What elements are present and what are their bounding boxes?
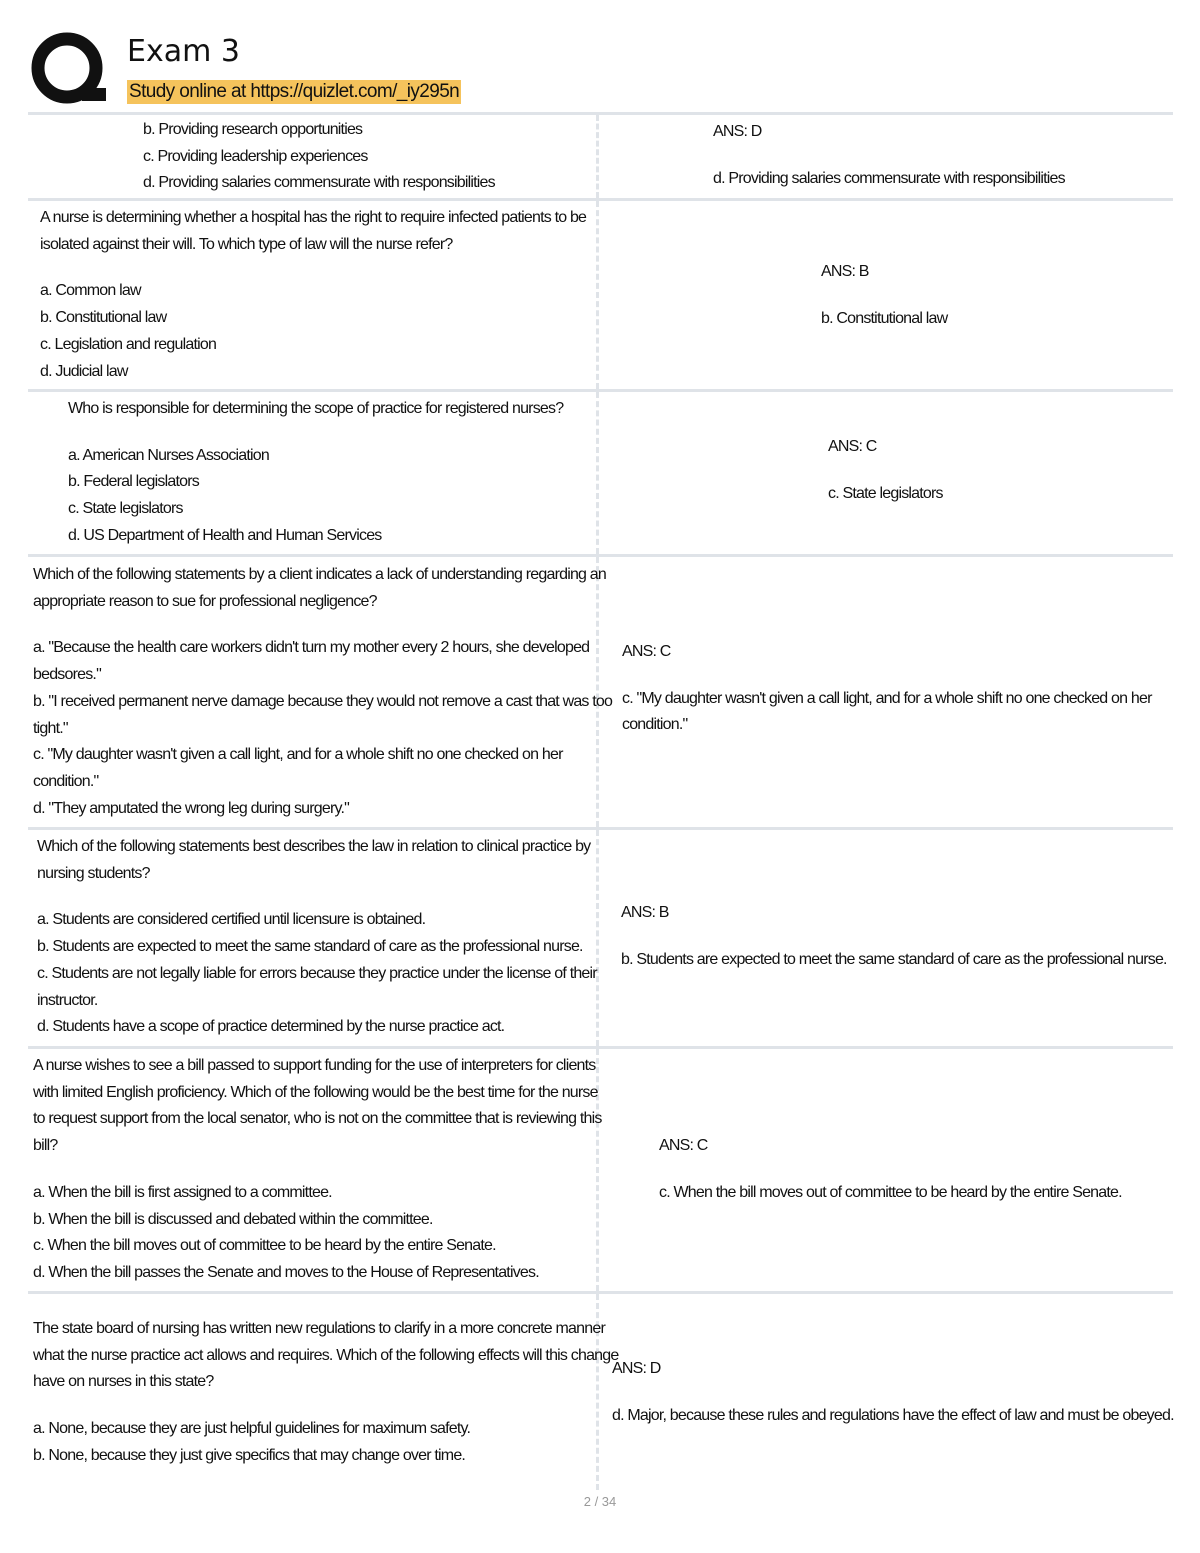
question-stem: to request support from the local senator, who is not on the committee that is reviewing this xyxy=(33,1110,602,1128)
answer-label: ANS: C xyxy=(659,1137,708,1154)
option-line: d. Judicial law xyxy=(40,362,128,380)
option-line: d. Students have a scope of practice determined by the nurse practice act. xyxy=(37,1018,505,1036)
table-row xyxy=(28,827,1173,1046)
table-row xyxy=(28,554,1173,827)
question-stem: A nurse is determining whether a hospital has the right to require infected patients to be xyxy=(40,209,587,226)
flashcard-table xyxy=(28,112,1173,1490)
option-line: b. Students are expected to meet the same standard of care as the professional nurse. xyxy=(37,938,583,956)
option-line: c. "My daughter wasn't given a call light, and for a whole shift no one checked on her xyxy=(33,746,563,764)
option-line: d. Providing salaries commensurate with responsibilities xyxy=(143,174,495,192)
question-stem: isolated against their will. To which type of law will the nurse refer? xyxy=(40,235,453,253)
option-line: d. US Department of Health and Human Services xyxy=(68,526,382,544)
answer-cell xyxy=(713,119,1200,192)
question-cell xyxy=(33,1053,602,1287)
question-stem: bill? xyxy=(33,1137,58,1155)
option-line: b. None, because they just give specifics that may change over time. xyxy=(33,1446,466,1464)
question-stem: The state board of nursing has written new regulations to clarify in a more concrete manner xyxy=(33,1320,605,1337)
option-line: condition." xyxy=(33,772,99,790)
option-line: tight." xyxy=(33,719,68,737)
page-number: 2 / 34 xyxy=(583,1494,617,1509)
question-cell xyxy=(40,205,600,385)
option-line: a. American Nurses Association xyxy=(68,446,269,464)
answer-cell xyxy=(622,639,1172,739)
table-row xyxy=(28,198,1173,389)
option-line: c. When the bill moves out of committee to be heard by the entire Senate. xyxy=(33,1237,496,1255)
answer-cell xyxy=(821,259,1200,332)
table-row xyxy=(28,1046,1173,1291)
option-line: a. When the bill is first assigned to a committee. xyxy=(33,1183,332,1201)
option-line: d. "They amputated the wrong leg during surgery." xyxy=(33,799,350,817)
answer-label: ANS: D xyxy=(713,123,762,140)
option-line: b. "I received permanent nerve damage because they would not remove a cast that was too xyxy=(33,692,613,710)
option-line: a. "Because the health care workers didn't turn my mother every 2 hours, she developed xyxy=(33,639,590,657)
option-line: d. When the bill passes the Senate and moves to the House of Representatives. xyxy=(33,1263,539,1281)
answer-text: b. Students are expected to meet the same standard of care as the professional nurse. xyxy=(621,950,1167,968)
option-line: c. Students are not legally liable for errors because they practice under the license of their xyxy=(37,964,597,982)
study-online-link[interactable]: Study online at https://quizlet.com/_iy295n xyxy=(129,81,460,102)
question-stem: Who is responsible for determining the scope of practice for registered nurses? xyxy=(68,400,564,417)
question-stem: what the nurse practice act allows and requires. Which of the following effects will this change xyxy=(33,1346,619,1364)
option-line: c. Legislation and regulation xyxy=(40,335,217,353)
answer-text: b. Constitutional law xyxy=(821,309,948,327)
answer-cell xyxy=(621,900,1171,973)
answer-cell xyxy=(828,434,1200,507)
answer-label: ANS: D xyxy=(612,1360,661,1377)
question-stem: appropriate reason to sue for professional negligence? xyxy=(33,592,377,610)
answer-text: c. "My daughter wasn't given a call light, and for a whole shift no one checked on her xyxy=(622,689,1152,707)
question-cell xyxy=(37,834,597,1041)
option-line: a. Students are considered certified until licensure is obtained. xyxy=(37,911,426,929)
table-row xyxy=(28,112,1173,198)
answer-text: condition." xyxy=(622,716,688,734)
answer-cell xyxy=(659,1133,1200,1206)
question-stem: A nurse wishes to see a bill passed to support funding for the use of interpreters for clients xyxy=(33,1057,596,1074)
option-line: b. When the bill is discussed and debated within the committee. xyxy=(33,1210,433,1228)
answer-label: ANS: B xyxy=(821,263,869,280)
question-stem: Which of the following statements by a client indicates a lack of understanding regarding an xyxy=(33,566,606,583)
answer-label: ANS: C xyxy=(622,643,671,660)
answer-text: c. When the bill moves out of committee to be heard by the entire Senate. xyxy=(659,1183,1122,1201)
question-stem: Which of the following statements best describes the law in relation to clinical practice by xyxy=(37,838,591,855)
question-cell xyxy=(33,562,613,822)
answer-text: d. Providing salaries commensurate with responsibilities xyxy=(713,169,1065,187)
question-stem: with limited English proficiency. Which of the following would be the best time for the nurse xyxy=(33,1083,598,1101)
question-stem: nursing students? xyxy=(37,864,150,882)
option-line: a. None, because they are just helpful guidelines for maximum safety. xyxy=(33,1420,471,1438)
option-line: c. Providing leadership experiences xyxy=(143,147,368,165)
table-row xyxy=(28,1291,1173,1490)
quizlet-logo-icon xyxy=(30,32,108,106)
option-line: instructor. xyxy=(37,991,98,1009)
answer-text: c. State legislators xyxy=(828,484,943,502)
option-line: b. Providing research opportunities xyxy=(143,121,363,138)
option-line: b. Constitutional law xyxy=(40,309,167,327)
answer-cell xyxy=(612,1356,1174,1429)
answer-text: d. Major, because these rules and regulations have the effect of law and must be obeyed. xyxy=(612,1406,1174,1424)
option-line: a. Common law xyxy=(40,282,141,300)
column-divider xyxy=(596,557,599,827)
question-cell xyxy=(143,117,703,197)
table-row xyxy=(28,389,1173,554)
option-line: b. Federal legislators xyxy=(68,473,199,491)
option-line: bedsores." xyxy=(33,666,101,684)
answer-label: ANS: B xyxy=(621,904,669,921)
page-title: Exam 3 xyxy=(127,34,240,69)
question-cell xyxy=(33,1316,619,1470)
option-line: c. State legislators xyxy=(68,500,183,518)
question-stem: have on nurses in this state? xyxy=(33,1373,214,1391)
question-cell xyxy=(68,396,628,550)
answer-label: ANS: C xyxy=(828,438,877,455)
